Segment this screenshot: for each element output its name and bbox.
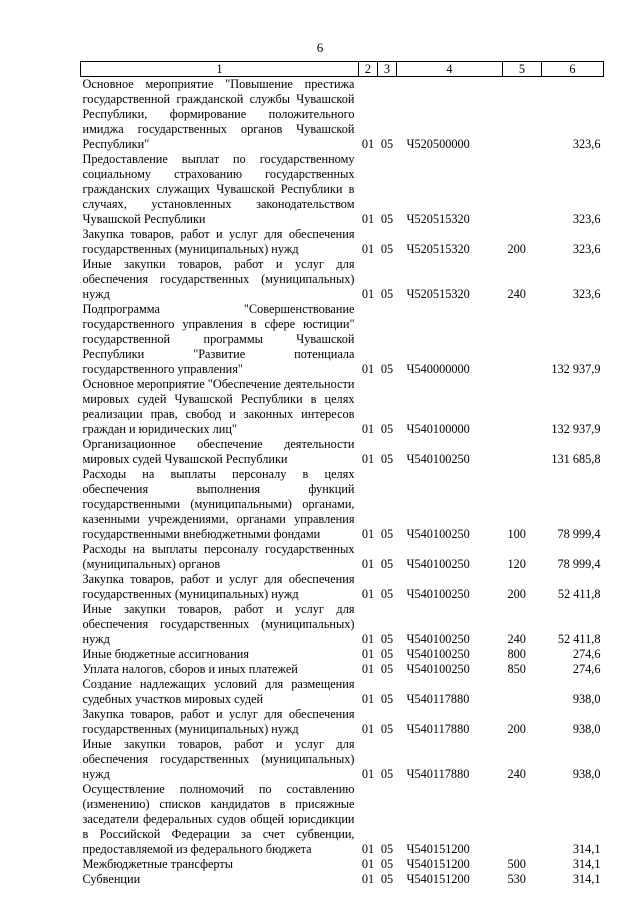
row-target-article: Ч540100250 (406, 527, 470, 541)
row-subsection: 05 (380, 692, 394, 706)
row-target-article: Ч540151200 (406, 842, 470, 856)
row-subsection: 05 (380, 632, 394, 646)
table-row (81, 542, 604, 572)
row-section: 01 (361, 557, 375, 571)
row-expense-type: 240 (507, 767, 526, 781)
row-name: Создание надлежащих условий для размещения судебных участков мировых судей (82, 677, 355, 706)
row-expense-type: 100 (507, 527, 526, 541)
row-target-article: Ч540100250 (406, 452, 470, 466)
table-row (81, 437, 604, 467)
row-subsection: 05 (380, 842, 394, 856)
row-expense-type: 850 (507, 662, 526, 676)
row-target-article: Ч540151200 (406, 872, 470, 886)
row-section: 01 (361, 692, 375, 706)
row-target-article: Ч540117880 (406, 767, 470, 781)
row-target-article: Ч540100250 (406, 557, 470, 571)
row-section: 01 (361, 842, 375, 856)
row-section: 01 (361, 647, 375, 661)
table-row (81, 152, 604, 227)
row-name: Иные закупки товаров, работ и услуг для обеспечения государственных (муниципальных) нужд (82, 602, 355, 646)
table-row (81, 602, 604, 647)
table-body (81, 77, 604, 888)
row-expense-type (503, 302, 542, 377)
row-subsection: 05 (380, 422, 394, 436)
row-amount: 323,6 (572, 242, 601, 256)
row-subsection: 05 (380, 362, 394, 376)
row-subsection: 05 (380, 287, 394, 301)
row-subsection: 05 (380, 137, 394, 151)
row-subsection: 05 (380, 647, 394, 661)
row-amount: 274,6 (572, 647, 601, 661)
row-expense-type: 800 (507, 647, 526, 661)
row-expense-type: 240 (507, 287, 526, 301)
row-target-article: Ч520500000 (406, 137, 470, 151)
table-row (81, 662, 604, 677)
row-target-article: Ч540100250 (406, 647, 470, 661)
row-section: 01 (361, 137, 375, 151)
table-row (81, 737, 604, 782)
row-expense-type (503, 677, 542, 707)
row-subsection: 05 (380, 242, 394, 256)
row-target-article: Ч520515320 (406, 212, 470, 226)
row-name: Осуществление полномочий по составлению (изменению) списков кандидатов в присяжные заседатели федеральных судов общей юрисдикции в Российской Федерации за счет субвенции, предоставляемой из федерального бюджета (82, 782, 355, 856)
row-amount: 274,6 (572, 662, 601, 676)
row-amount: 323,6 (572, 212, 601, 226)
row-amount: 132 937,9 (551, 362, 601, 376)
row-amount: 323,6 (572, 137, 601, 151)
row-target-article: Ч540151200 (406, 857, 470, 871)
row-amount: 314,1 (572, 872, 601, 886)
row-subsection: 05 (380, 452, 394, 466)
row-target-article: Ч540100250 (406, 662, 470, 676)
row-target-article: Ч540100250 (406, 587, 470, 601)
row-target-article: Ч520515320 (406, 242, 470, 256)
row-section: 01 (361, 767, 375, 781)
row-section: 01 (361, 662, 375, 676)
row-section: 01 (361, 587, 375, 601)
row-name: Закупка товаров, работ и услуг для обеспечения государственных (муниципальных) нужд (82, 707, 355, 736)
row-expense-type (503, 152, 542, 227)
row-name: Основное мероприятие "Обеспечение деятельности мировых судей Чувашской Республики в целях реализации прав, свобод и законных интересов граждан и юридических лиц" (82, 377, 355, 436)
row-section: 01 (361, 527, 375, 541)
row-name: Подпрограмма "Совершенствование государственного управления в сфере юстиции" государственной программы Чувашской Республики "Развитие потенциала государственного управления" (82, 302, 355, 376)
row-amount: 131 685,8 (551, 452, 601, 466)
row-name: Предоставление выплат по государственному социальному страхованию государственных гражданских служащих Чувашской Республики в случаях, установленных законодательством Чувашской Республики (82, 152, 355, 226)
table-row (81, 257, 604, 302)
header-col-expense-type: 5 (503, 62, 542, 77)
row-section: 01 (361, 857, 375, 871)
row-target-article: Ч540100000 (406, 422, 470, 436)
row-expense-type: 500 (507, 857, 526, 871)
header-col-name: 1 (81, 62, 359, 77)
row-section: 01 (361, 287, 375, 301)
row-name: Организационное обеспечение деятельности мировых судей Чувашской Республики (82, 437, 355, 466)
row-expense-type: 120 (507, 557, 526, 571)
row-name: Расходы на выплаты персоналу государственных (муниципальных) органов (82, 542, 355, 571)
row-name: Закупка товаров, работ и услуг для обеспечения государственных (муниципальных) нужд (82, 227, 355, 256)
row-expense-type (503, 782, 542, 857)
page-number: 6 (316, 40, 324, 55)
row-name: Основное мероприятие "Повышение престижа государственной гражданской службы Чувашской Республики, формирование положительного имиджа государственных органов Чувашской Республики" (82, 77, 355, 151)
table-row (81, 572, 604, 602)
row-amount: 78 999,4 (557, 527, 601, 541)
row-amount: 132 937,9 (551, 422, 601, 436)
row-amount: 314,1 (572, 842, 601, 856)
row-target-article: Ч520515320 (406, 287, 470, 301)
row-target-article: Ч540117880 (406, 692, 470, 706)
row-subsection: 05 (380, 587, 394, 601)
row-amount: 938,0 (572, 692, 601, 706)
row-subsection: 05 (380, 722, 394, 736)
budget-table (80, 61, 604, 887)
table-row (81, 707, 604, 737)
table-header (81, 62, 604, 77)
table-row (81, 302, 604, 377)
row-section: 01 (361, 422, 375, 436)
header-col-target-article: 4 (397, 62, 503, 77)
table-row (81, 467, 604, 542)
row-name: Расходы на выплаты персоналу в целях обеспечения выполнения функций государственными (муниципальными) органами, казенными учреждениями, органами управления государственными внебюджетными фондами (82, 467, 355, 541)
row-target-article: Ч540117880 (406, 722, 470, 736)
row-name: Межбюджетные трансферты (82, 857, 234, 871)
row-expense-type: 200 (507, 587, 526, 601)
row-subsection: 05 (380, 212, 394, 226)
row-expense-type: 200 (507, 242, 526, 256)
row-expense-type: 530 (507, 872, 526, 886)
row-expense-type (503, 77, 542, 153)
row-amount: 78 999,4 (557, 557, 601, 571)
row-target-article: Ч540100250 (406, 632, 470, 646)
row-section: 01 (361, 452, 375, 466)
row-section: 01 (361, 362, 375, 376)
row-name: Субвенции (82, 872, 141, 886)
header-row (81, 62, 604, 77)
row-expense-type: 200 (507, 722, 526, 736)
table-row (81, 77, 604, 153)
row-section: 01 (361, 722, 375, 736)
row-target-article: Ч540000000 (406, 362, 470, 376)
row-name: Иные закупки товаров, работ и услуг для обеспечения государственных (муниципальных) нужд (82, 737, 355, 781)
row-expense-type (503, 377, 542, 437)
row-subsection: 05 (380, 857, 394, 871)
table-row (81, 782, 604, 857)
row-name: Закупка товаров, работ и услуг для обеспечения государственных (муниципальных) нужд (82, 572, 355, 601)
header-col-amount: 6 (542, 62, 604, 77)
table-row (81, 872, 604, 887)
row-section: 01 (361, 212, 375, 226)
row-subsection: 05 (380, 767, 394, 781)
row-name: Уплата налогов, сборов и иных платежей (82, 662, 298, 676)
row-amount: 938,0 (572, 722, 601, 736)
row-amount: 323,6 (572, 287, 601, 301)
row-expense-type (503, 437, 542, 467)
table-row (81, 227, 604, 257)
row-section: 01 (361, 632, 375, 646)
row-subsection: 05 (380, 662, 394, 676)
row-subsection: 05 (380, 872, 394, 886)
row-amount: 52 411,8 (557, 587, 601, 601)
row-subsection: 05 (380, 557, 394, 571)
header-col-subsection: 3 (378, 62, 397, 77)
header-col-section: 2 (359, 62, 378, 77)
table-row (81, 677, 604, 707)
table-row (81, 857, 604, 872)
row-expense-type: 240 (507, 632, 526, 646)
row-name: Иные закупки товаров, работ и услуг для обеспечения государственных (муниципальных) нужд (82, 257, 355, 301)
row-amount: 938,0 (572, 767, 601, 781)
row-amount: 52 411,8 (557, 632, 601, 646)
row-amount: 314,1 (572, 857, 601, 871)
row-section: 01 (361, 872, 375, 886)
table-row (81, 377, 604, 437)
row-section: 01 (361, 242, 375, 256)
table-row (81, 647, 604, 662)
row-subsection: 05 (380, 527, 394, 541)
row-name: Иные бюджетные ассигнования (82, 647, 250, 661)
